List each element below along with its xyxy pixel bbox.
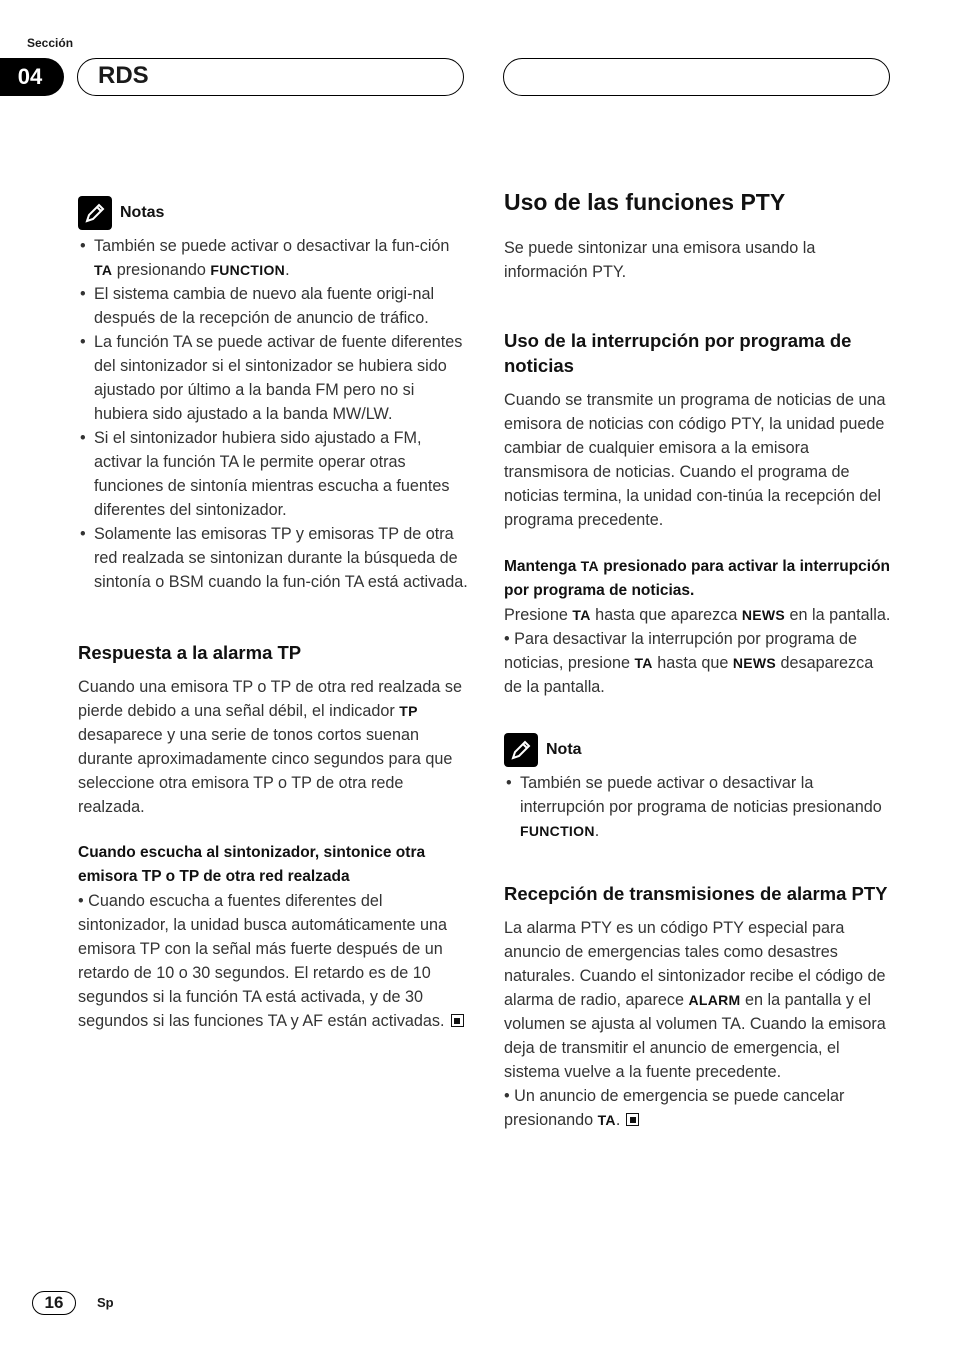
- news-paragraph: Cuando se transmite un programa de noticias de una emisora de noticias con código PTY, la unidad puede cambiar de cualquier emisora a la emisora transmisora de noticias. Cuando el programa de noticias termina, la unidad con-tinúa la recepción del programa precedente.: [504, 391, 886, 529]
- tp-alarm-paragraph: Cuando una emisora TP o TP de otra red realzada se pierde debido a una señal débil, el indicador TP desaparece y una serie de tonos cortos suenan durante aproximadamente cinco segundos para que seleccione otra emisora TP o TP de otra rede realzada.: [78, 678, 462, 816]
- tune-instruction: Cuando escucha al sintonizador, sintonice otra emisora TP o TP de otra red realzada: [78, 844, 426, 885]
- auto-search-bullet: • Cuando escucha a fuentes diferentes del sintonizador, la unidad busca automáticamente una emisora TP con la señal más fuerte después de un retardo de 10 o 30 segundos. El retardo es de 10 segundos si la función TA está activada, y de 30 segundos si las funciones TA y AF están activadas.: [78, 889, 468, 1033]
- list-item: • El sistema cambia de nuevo ala fuente origi-nal después de la recepción de anuncio de tráfico.: [78, 282, 468, 330]
- section-label: Sección: [27, 36, 74, 50]
- language-code: Sp: [97, 1295, 114, 1310]
- title-frame-right: [503, 58, 890, 96]
- page-title: RDS: [77, 58, 464, 96]
- list-item: • La función TA se puede activar de fuente diferentes del sintonizador si el sintonizador se hubiera sido ajustado por último a la banda FM pero no si hubiera sido ajustado a la banda MW/LW.: [78, 330, 468, 426]
- notes-header: [78, 196, 468, 230]
- heading-pty-functions: Uso de las funciones PTY: [504, 189, 786, 215]
- left-column: [78, 196, 468, 1033]
- note-header: [504, 733, 894, 767]
- hold-ta-instruction: Mantenga TA presionado para activar la interrupción por programa de noticias.: [504, 558, 891, 599]
- end-mark-icon: [626, 1113, 639, 1126]
- list-item: • Solamente las emisoras TP y emisoras TP de otra red realzada se sintonizan durante la búsqueda de sintonía o BSM cuando la fun-ción TA está activada.: [78, 522, 468, 594]
- pty-intro: Se puede sintonizar una emisora usando la información PTY.: [504, 239, 816, 281]
- heading-news-interrupt: Uso de la interrupción por programa de noticias: [504, 330, 852, 376]
- list-item: • También se puede activar o desactivar la interrupción por programa de noticias presionando FUNCTION.: [504, 771, 894, 843]
- heading-pty-alarm: Recepción de transmisiones de alarma PTY: [504, 883, 888, 904]
- pencil-icon: [504, 733, 538, 767]
- note-title: Nota: [546, 741, 582, 758]
- section-number: 04: [0, 58, 64, 96]
- heading-tp-alarm: Respuesta a la alarma TP: [78, 642, 302, 663]
- notes-list: [78, 234, 468, 594]
- notes-title: Notas: [120, 204, 165, 221]
- end-mark-icon: [451, 1014, 464, 1027]
- right-column: [504, 186, 894, 1132]
- pencil-icon: [78, 196, 112, 230]
- page-number: 16: [32, 1291, 76, 1315]
- deactivate-bullet: • Para desactivar la interrupción por programa de noticias, presione TA hasta que NEWS desaparezca de la pantalla.: [504, 630, 874, 696]
- note-list: [504, 771, 894, 843]
- pty-alarm-paragraph: La alarma PTY es un código PTY especial para anuncio de emergencias tales como desastres naturales. Cuando el sintonizador recibe el código de alarma de radio, aparece ALARM en la pantalla y el volumen se ajusta al volumen TA. Cuando la emisora deja de transmitir el anuncio de emergencia, el sistema vuelve a la fuente precedente.: [504, 919, 886, 1081]
- cancel-bullet: • Un anuncio de emergencia se puede cancelar presionando TA.: [504, 1087, 845, 1129]
- list-item: • Si el sintonizador hubiera sido ajustado a FM, activar la función TA le permite operar otras funciones de sintonía mientras escucha a fuentes diferentes del sintonizador.: [78, 426, 468, 522]
- press-ta-paragraph: Presione TA hasta que aparezca NEWS en la pantalla.: [504, 606, 891, 624]
- list-item: • También se puede activar o desactivar la fun-ción TA presionando FUNCTION.: [78, 234, 468, 282]
